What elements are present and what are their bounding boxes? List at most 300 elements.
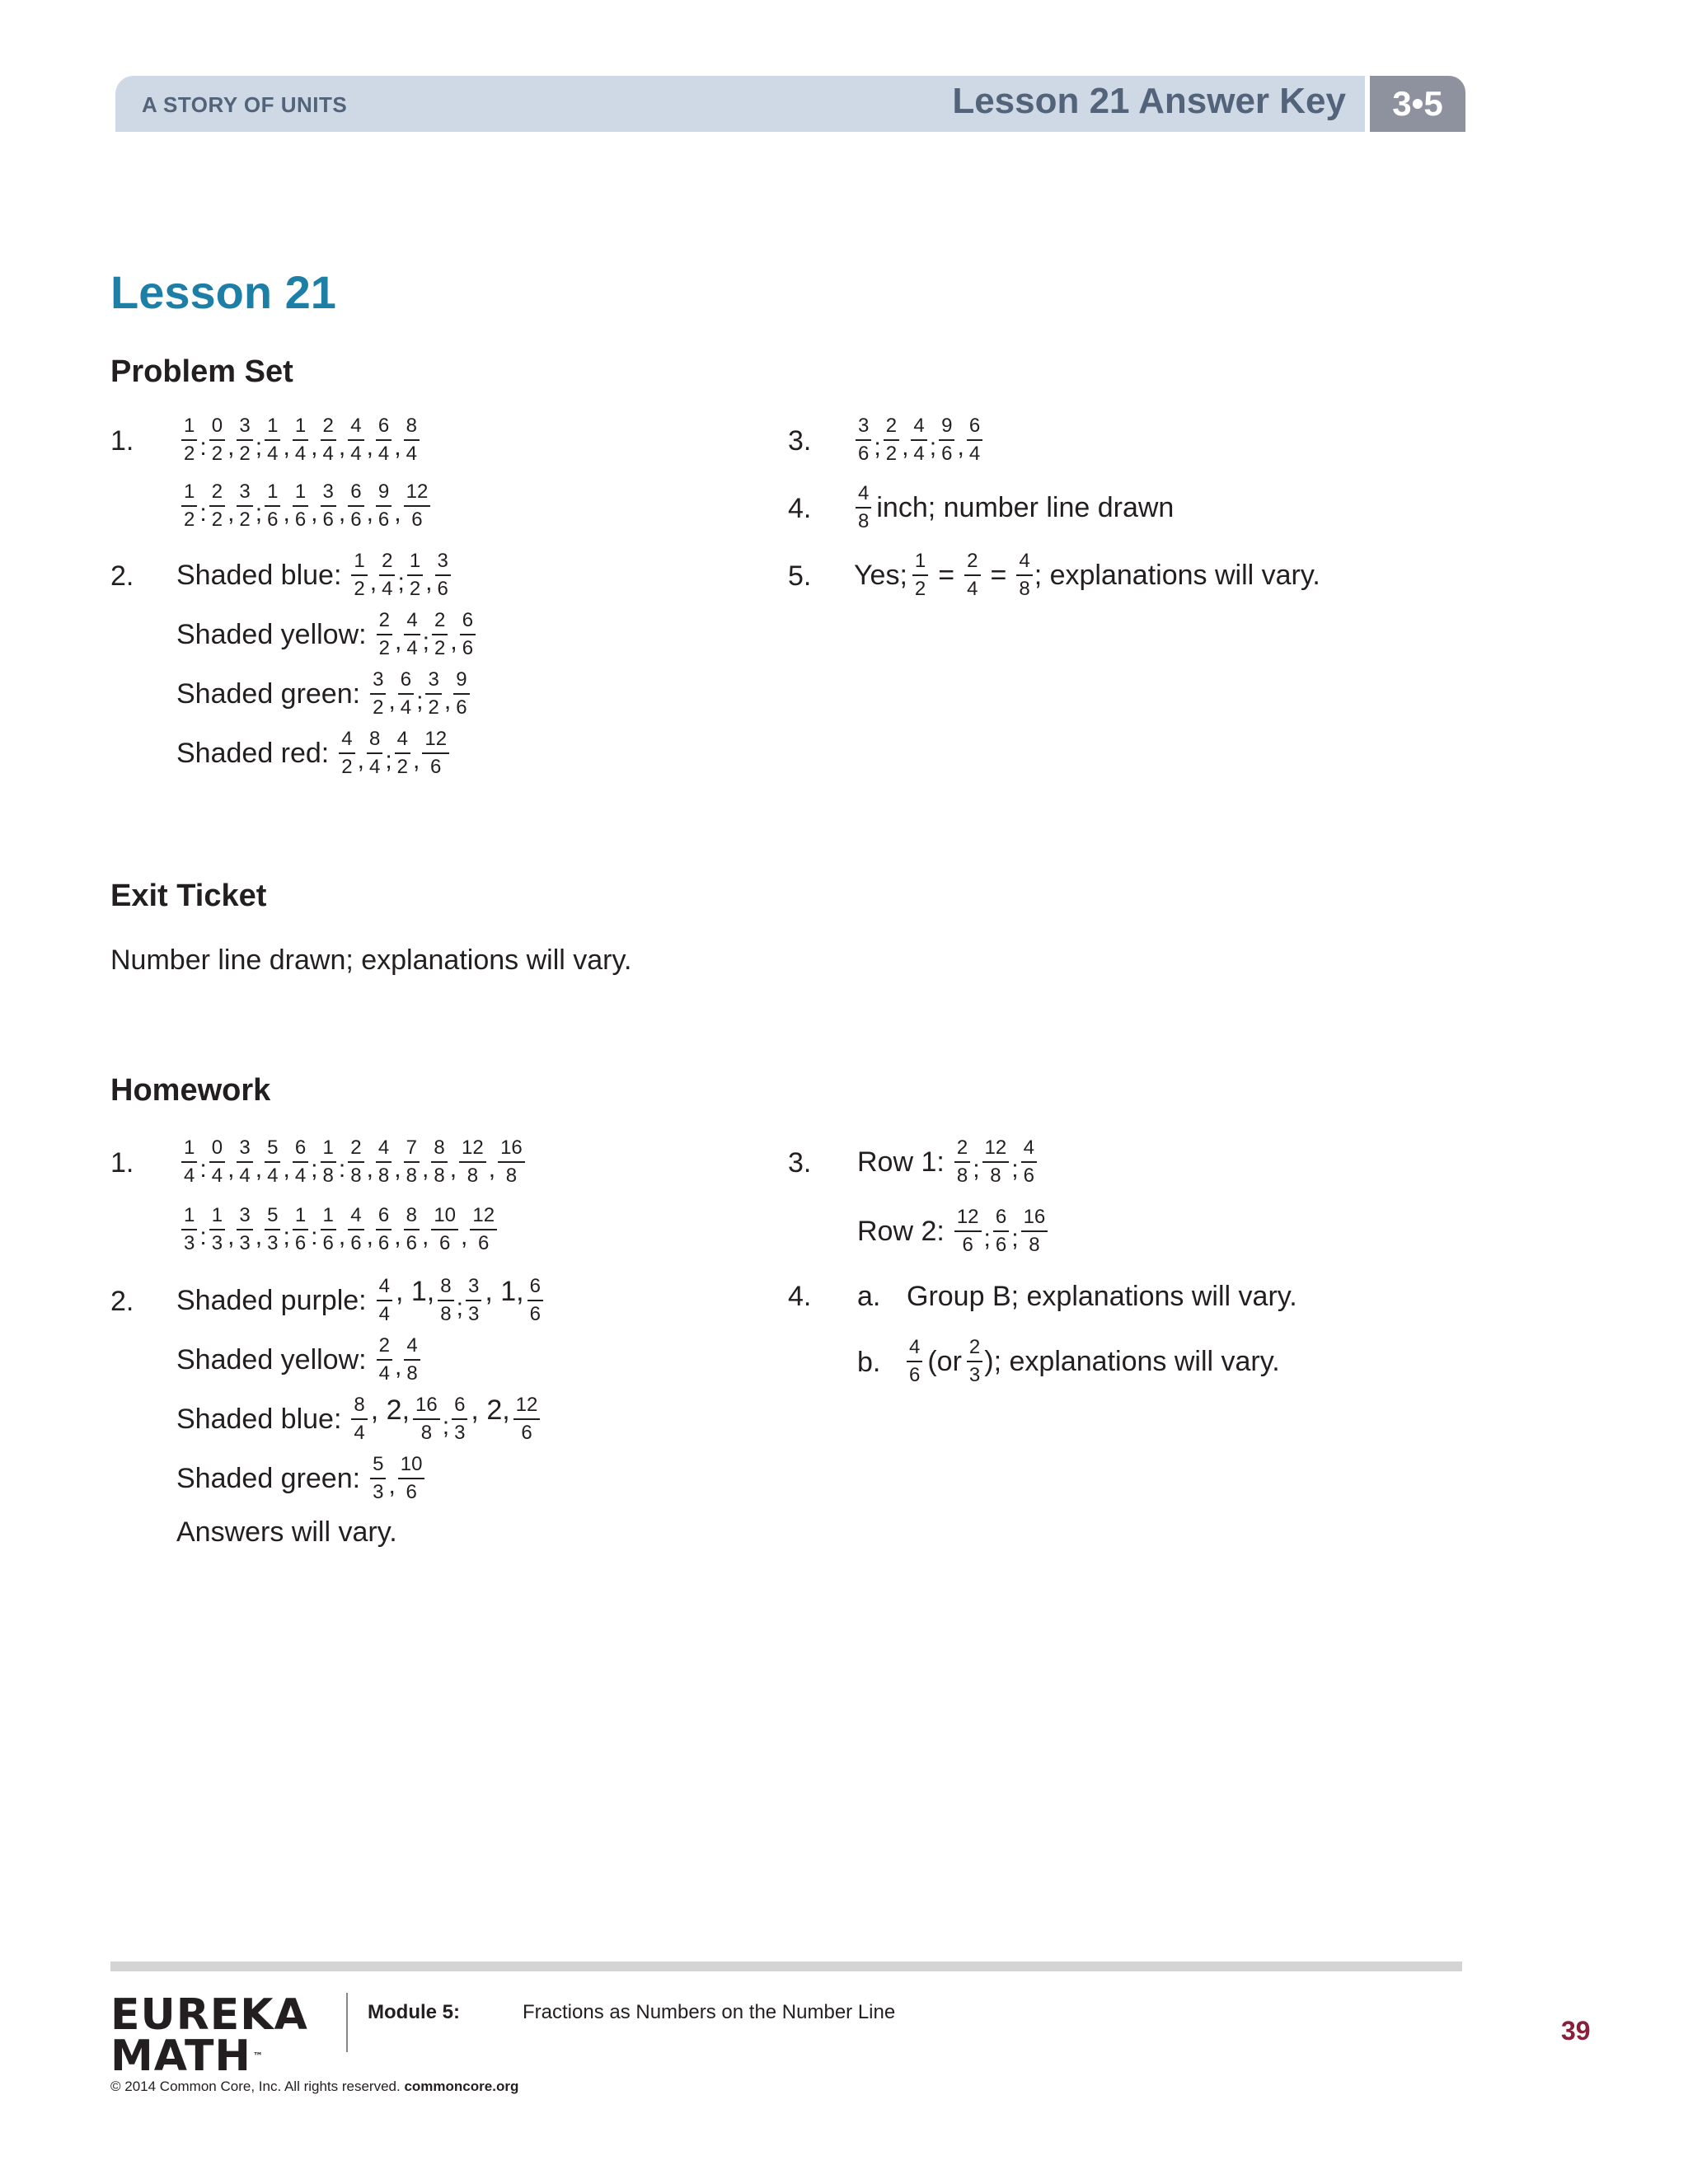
numerator: 4 [404,1335,420,1361]
separator: ; [983,1225,991,1253]
denominator: 4 [239,1165,251,1188]
numerator: 1 [351,551,367,576]
numerator: 2 [884,415,899,441]
series-name: A STORY OF UNITS [142,92,348,117]
denominator: 4 [322,443,334,466]
separator: , [283,434,290,462]
numerator: 8 [431,1137,447,1163]
numerator: 4 [377,1276,392,1301]
fraction [321,415,336,466]
numerator: 1 [181,1137,197,1163]
denominator: 8 [956,1165,968,1188]
ps-item-4-answer [854,483,1177,533]
numerator: 8 [367,729,382,754]
numerator: 1 [293,481,308,507]
denominator: 4 [368,756,381,779]
denominator: 3 [267,1232,279,1255]
denominator: 8 [440,1303,452,1326]
fraction [413,1394,440,1445]
fraction [404,1205,420,1255]
denominator: 2 [409,578,421,601]
denominator: 2 [211,443,223,466]
separator: : [199,499,207,527]
numerator: 1 [293,415,308,441]
separator: ; [1011,1225,1019,1253]
denominator: 6 [478,1232,490,1255]
fraction [376,481,392,532]
fraction [404,415,420,466]
separator: , [338,499,346,527]
denominator: 8 [990,1165,1001,1188]
separator: , [388,687,396,715]
denominator: 6 [858,443,870,466]
denominator: 6 [437,578,448,601]
numerator: 5 [370,1454,386,1479]
fraction [237,415,252,466]
denominator: 4 [382,578,393,601]
numerator: 6 [398,669,414,695]
numerator: 4 [376,1137,392,1163]
separator: , [425,569,433,597]
fraction [321,1205,336,1255]
hw-item-4b-or: (or [927,1345,962,1377]
lesson-title: Lesson 21 [110,266,336,318]
fraction [982,1137,1010,1188]
fraction [237,481,252,532]
denominator: 2 [239,509,251,532]
separator: , [388,1472,396,1500]
separator: ; [874,434,881,462]
numerator: 3 [370,669,386,695]
fraction [1021,1137,1037,1188]
hw-item-1-row-a [180,1137,527,1188]
numerator: 1 [265,415,280,441]
denominator: 8 [467,1165,479,1188]
ps-item-2-green [176,669,471,719]
ps-item-2-blue [176,551,452,601]
numerator: 4 [856,483,871,509]
hw-item-4b-answer [905,1337,1283,1387]
numerator: 4 [1021,1137,1037,1163]
fraction [293,415,308,466]
numerator: 2 [209,481,225,507]
denominator: 6 [322,509,334,532]
shaded-purple-label: Shaded purple: [176,1284,367,1316]
separator: , [366,434,373,462]
numerator: 6 [460,610,476,635]
denominator: 6 [406,1481,417,1504]
shaded-green-label: Shaded green: [176,677,361,710]
denominator: 6 [521,1422,532,1445]
numerator: 6 [376,1205,392,1230]
shaded-blue-fractions [349,551,452,601]
numerator: 12 [459,1137,486,1163]
fraction [265,415,280,466]
problem-set-heading: Problem Set [110,354,293,389]
denominator: 4 [378,1362,390,1385]
numerator: 9 [939,415,954,441]
fraction [265,1205,280,1255]
denominator: 2 [354,578,365,601]
denominator: 3 [184,1232,195,1255]
numerator: 1 [181,481,197,507]
fraction [379,551,395,601]
denominator: 6 [529,1303,541,1326]
fraction [431,1137,447,1188]
fraction [293,1137,308,1188]
denominator: 2 [885,443,898,466]
hw-item-3-row-2 [857,1207,1049,1257]
separator: , [366,1155,373,1183]
fraction [370,669,386,719]
numerator: 4 [339,729,354,754]
denominator: 2 [396,756,409,779]
fraction [348,1205,363,1255]
denominator: 6 [322,1232,334,1255]
separator: , [311,499,318,527]
fraction [395,729,410,779]
denominator: 4 [406,443,417,466]
homework-heading: Homework [110,1073,271,1108]
hw-item-4b-alt-fraction [965,1337,984,1387]
ps-item-1-number: 1. [110,425,134,457]
fraction [912,551,928,601]
numerator: 1 [181,415,197,441]
numerator: 6 [348,481,363,507]
separator: , 1, [396,1276,435,1307]
hw-item-2-blue [176,1394,542,1445]
fraction [404,610,420,660]
numerator: 12 [422,729,449,754]
denominator: 3 [454,1422,466,1445]
fraction [293,481,308,532]
denominator: 3 [467,1303,480,1326]
page-number: 39 [1561,2016,1591,2046]
shaded-yellow-label: Shaded yellow: [176,618,367,650]
denominator: 8 [1029,1234,1040,1257]
separator: , [461,1223,468,1251]
denominator: 4 [913,443,925,466]
ps-item-5-prefix: Yes; [854,559,907,591]
separator: : [311,1223,318,1251]
numerator: 12 [954,1207,982,1232]
numerator: 1 [321,1137,336,1163]
separator: , [450,628,457,656]
denominator: 6 [294,509,307,532]
separator: ; [973,1155,980,1183]
fraction [967,415,982,466]
fraction [470,1205,497,1255]
fraction [398,1454,425,1504]
numerator: 6 [452,1394,467,1420]
ps-item-3-fractions [854,415,984,466]
hw-item-2-purple [176,1276,545,1326]
denominator: 8 [858,510,870,533]
numerator: 1 [209,1205,225,1230]
numerator: 9 [453,669,469,695]
denominator: 4 [967,578,978,601]
denominator: 2 [184,443,195,466]
fraction [438,1276,453,1326]
ps-item-2-number: 2. [110,560,134,592]
fraction [321,1137,336,1188]
fraction [884,415,899,466]
copyright [110,2079,518,2095]
eureka-math-logo [110,1990,308,2081]
denominator: 4 [267,443,279,466]
hw-item-4-number: 4. [788,1281,812,1312]
numerator: 4 [907,1337,922,1362]
numerator: 3 [321,481,336,507]
numerator: 2 [967,1337,982,1362]
numerator: 4 [348,1205,363,1230]
numerator: 6 [993,1207,1009,1232]
numerator: 8 [351,1394,367,1420]
grade-module-badge: 3•5 [1370,76,1465,132]
numerator: 4 [404,610,420,635]
numerator: 10 [431,1205,458,1230]
separator: ; [442,1413,450,1441]
separator: , [369,569,377,597]
denominator: 8 [322,1165,334,1188]
row-1-fractions [953,1137,1039,1188]
fraction [967,1337,982,1387]
module-label: Module 5: [368,2001,460,2023]
numerator: 8 [404,415,420,441]
numerator: 3 [237,1137,252,1163]
logo-line-1: EUREKA [110,1990,308,2040]
numerator: 12 [470,1205,497,1230]
numerator: 2 [432,610,448,635]
ps-item-5-equation [911,551,1034,601]
denominator: 6 [909,1364,921,1387]
fraction [293,1205,308,1255]
fraction [209,415,225,466]
denominator: 4 [378,1303,390,1326]
denominator: 2 [211,509,223,532]
separator: , 2, [370,1394,410,1426]
footer-divider [346,1993,348,2052]
numerator: 8 [438,1276,453,1301]
hw-item-2-green [176,1454,426,1504]
numerator: 2 [348,1137,363,1163]
hw-shaded-green-label: Shaded green: [176,1462,361,1494]
denominator: 6 [377,509,390,532]
separator: , [443,687,452,715]
shaded-yellow-fractions [375,610,477,660]
separator: , [366,499,373,527]
ps-item-4-fraction [854,483,873,533]
fraction [377,610,392,660]
denominator: 8 [377,1165,390,1188]
separator: , [394,1223,401,1251]
hw-item-2-number: 2. [110,1286,134,1317]
fraction [181,415,197,466]
separator: = [990,559,1007,591]
fraction [351,551,367,601]
copyright-text: © 2014 Common Core, Inc. All rights reserved. [110,2079,401,2094]
fraction [265,1137,280,1188]
numerator: 12 [513,1394,541,1420]
hw-shaded-yellow-fractions [375,1335,422,1385]
numerator: 0 [209,415,225,441]
separator: ; [1011,1155,1019,1183]
numerator: 1 [265,481,280,507]
fraction [466,1276,481,1326]
fraction [209,1137,225,1188]
separator: ; [255,499,263,527]
fraction [1016,551,1032,601]
denominator: 4 [184,1165,195,1188]
fraction [432,610,448,660]
denominator: 2 [378,637,390,660]
numerator: 6 [528,1276,543,1301]
numerator: 4 [348,415,363,441]
denominator: 4 [406,637,418,660]
fraction [339,729,354,779]
separator: ; [385,747,392,775]
separator: , [283,1155,290,1183]
numerator: 5 [265,1137,280,1163]
hw-item-4b-text: ); explanations will vary. [984,1345,1280,1377]
numerator: 16 [1021,1207,1048,1232]
fraction [348,481,363,532]
hw-item-3-row-1 [857,1137,1039,1188]
separator: = [938,559,955,591]
separator: , [227,1223,235,1251]
row-1-label: Row 1: [857,1146,945,1178]
numerator: 0 [209,1137,225,1163]
fraction [377,1276,392,1326]
separator: ; [422,628,430,656]
denominator: 6 [406,1232,417,1255]
denominator: 3 [373,1481,384,1504]
fraction [404,481,431,532]
numerator: 6 [967,415,982,441]
separator: , [421,1155,429,1183]
numerator: 1 [407,551,423,576]
hw-item-3-number: 3. [788,1147,812,1179]
denominator: 8 [406,1362,418,1385]
fraction [513,1394,541,1445]
fraction [237,1205,252,1255]
separator: ; [929,434,937,462]
denominator: 6 [941,443,953,466]
numerator: 12 [982,1137,1010,1163]
row-2-fractions [953,1207,1049,1257]
trademark: ™ [252,2050,264,2062]
numerator: 3 [435,551,451,576]
numerator: 3 [237,481,252,507]
fraction [453,669,469,719]
hw-item-4b-fraction [905,1337,924,1387]
shaded-red-fractions [337,729,451,779]
copyright-site: commoncore.org [404,2079,519,2094]
denominator: 2 [428,696,439,719]
separator: , [957,434,964,462]
denominator: 2 [914,578,926,601]
separator: , [394,1155,401,1183]
denominator: 6 [411,509,423,532]
numerator: 4 [1016,551,1032,576]
denominator: 6 [294,1232,307,1255]
numerator: 1 [321,1205,336,1230]
fraction [452,1394,467,1445]
fraction [376,1205,392,1255]
ps-item-5-answer [854,551,1324,601]
ps-item-1-row-a [180,415,421,466]
denominator: 6 [962,1234,973,1257]
numerator: 12 [404,481,431,507]
fraction [181,1205,197,1255]
numerator: 4 [395,729,410,754]
fraction [376,415,392,466]
separator: ; [397,569,405,597]
separator: , [338,434,346,462]
fraction [367,729,382,779]
exit-ticket-answer: Number line drawn; explanations will vary. [110,944,632,976]
numerator: 2 [379,551,395,576]
denominator: 2 [239,443,251,466]
answer-key-title: Lesson 21 Answer Key [952,81,1346,121]
numerator: 1 [181,1205,197,1230]
separator: : [199,434,207,462]
fraction [181,481,197,532]
fraction [993,1207,1009,1257]
separator: ; [255,434,263,462]
denominator: 8 [406,1165,417,1188]
shaded-purple-fractions [375,1276,545,1326]
numerator: 3 [466,1276,481,1301]
denominator: 4 [211,1165,223,1188]
fraction [377,1335,392,1385]
numerator: 2 [321,415,336,441]
ps-item-5-number: 5. [788,560,812,592]
hw-item-1-number: 1. [110,1147,134,1179]
denominator: 8 [420,1422,433,1445]
separator: , 1, [485,1276,524,1307]
numerator: 2 [377,610,392,635]
denominator: 2 [184,509,195,532]
separator: , [227,434,235,462]
separator: ; [456,1294,463,1322]
fraction [404,1137,420,1188]
separator: , [255,1155,263,1183]
fraction [911,415,926,466]
fraction [425,669,441,719]
denominator: 3 [239,1232,251,1255]
separator: , [413,747,420,775]
separator: , [366,1223,373,1251]
ps-item-3-number: 3. [788,425,812,457]
denominator: 4 [294,443,307,466]
footer-rule [110,1961,1462,1971]
denominator: 6 [350,1232,362,1255]
fraction [348,415,363,466]
hw-item-2-note: Answers will vary. [176,1516,397,1548]
hw-shaded-green-fractions [368,1454,426,1504]
separator: , [227,499,235,527]
separator: , [421,1223,429,1251]
hw-shaded-yellow-label: Shaded yellow: [176,1343,367,1376]
fraction [431,1205,458,1255]
denominator: 8 [1019,578,1030,601]
fraction [209,1205,225,1255]
numerator: 3 [237,1205,252,1230]
numerator: 10 [398,1454,425,1479]
denominator: 4 [350,443,362,466]
shaded-red-label: Shaded red: [176,737,330,769]
